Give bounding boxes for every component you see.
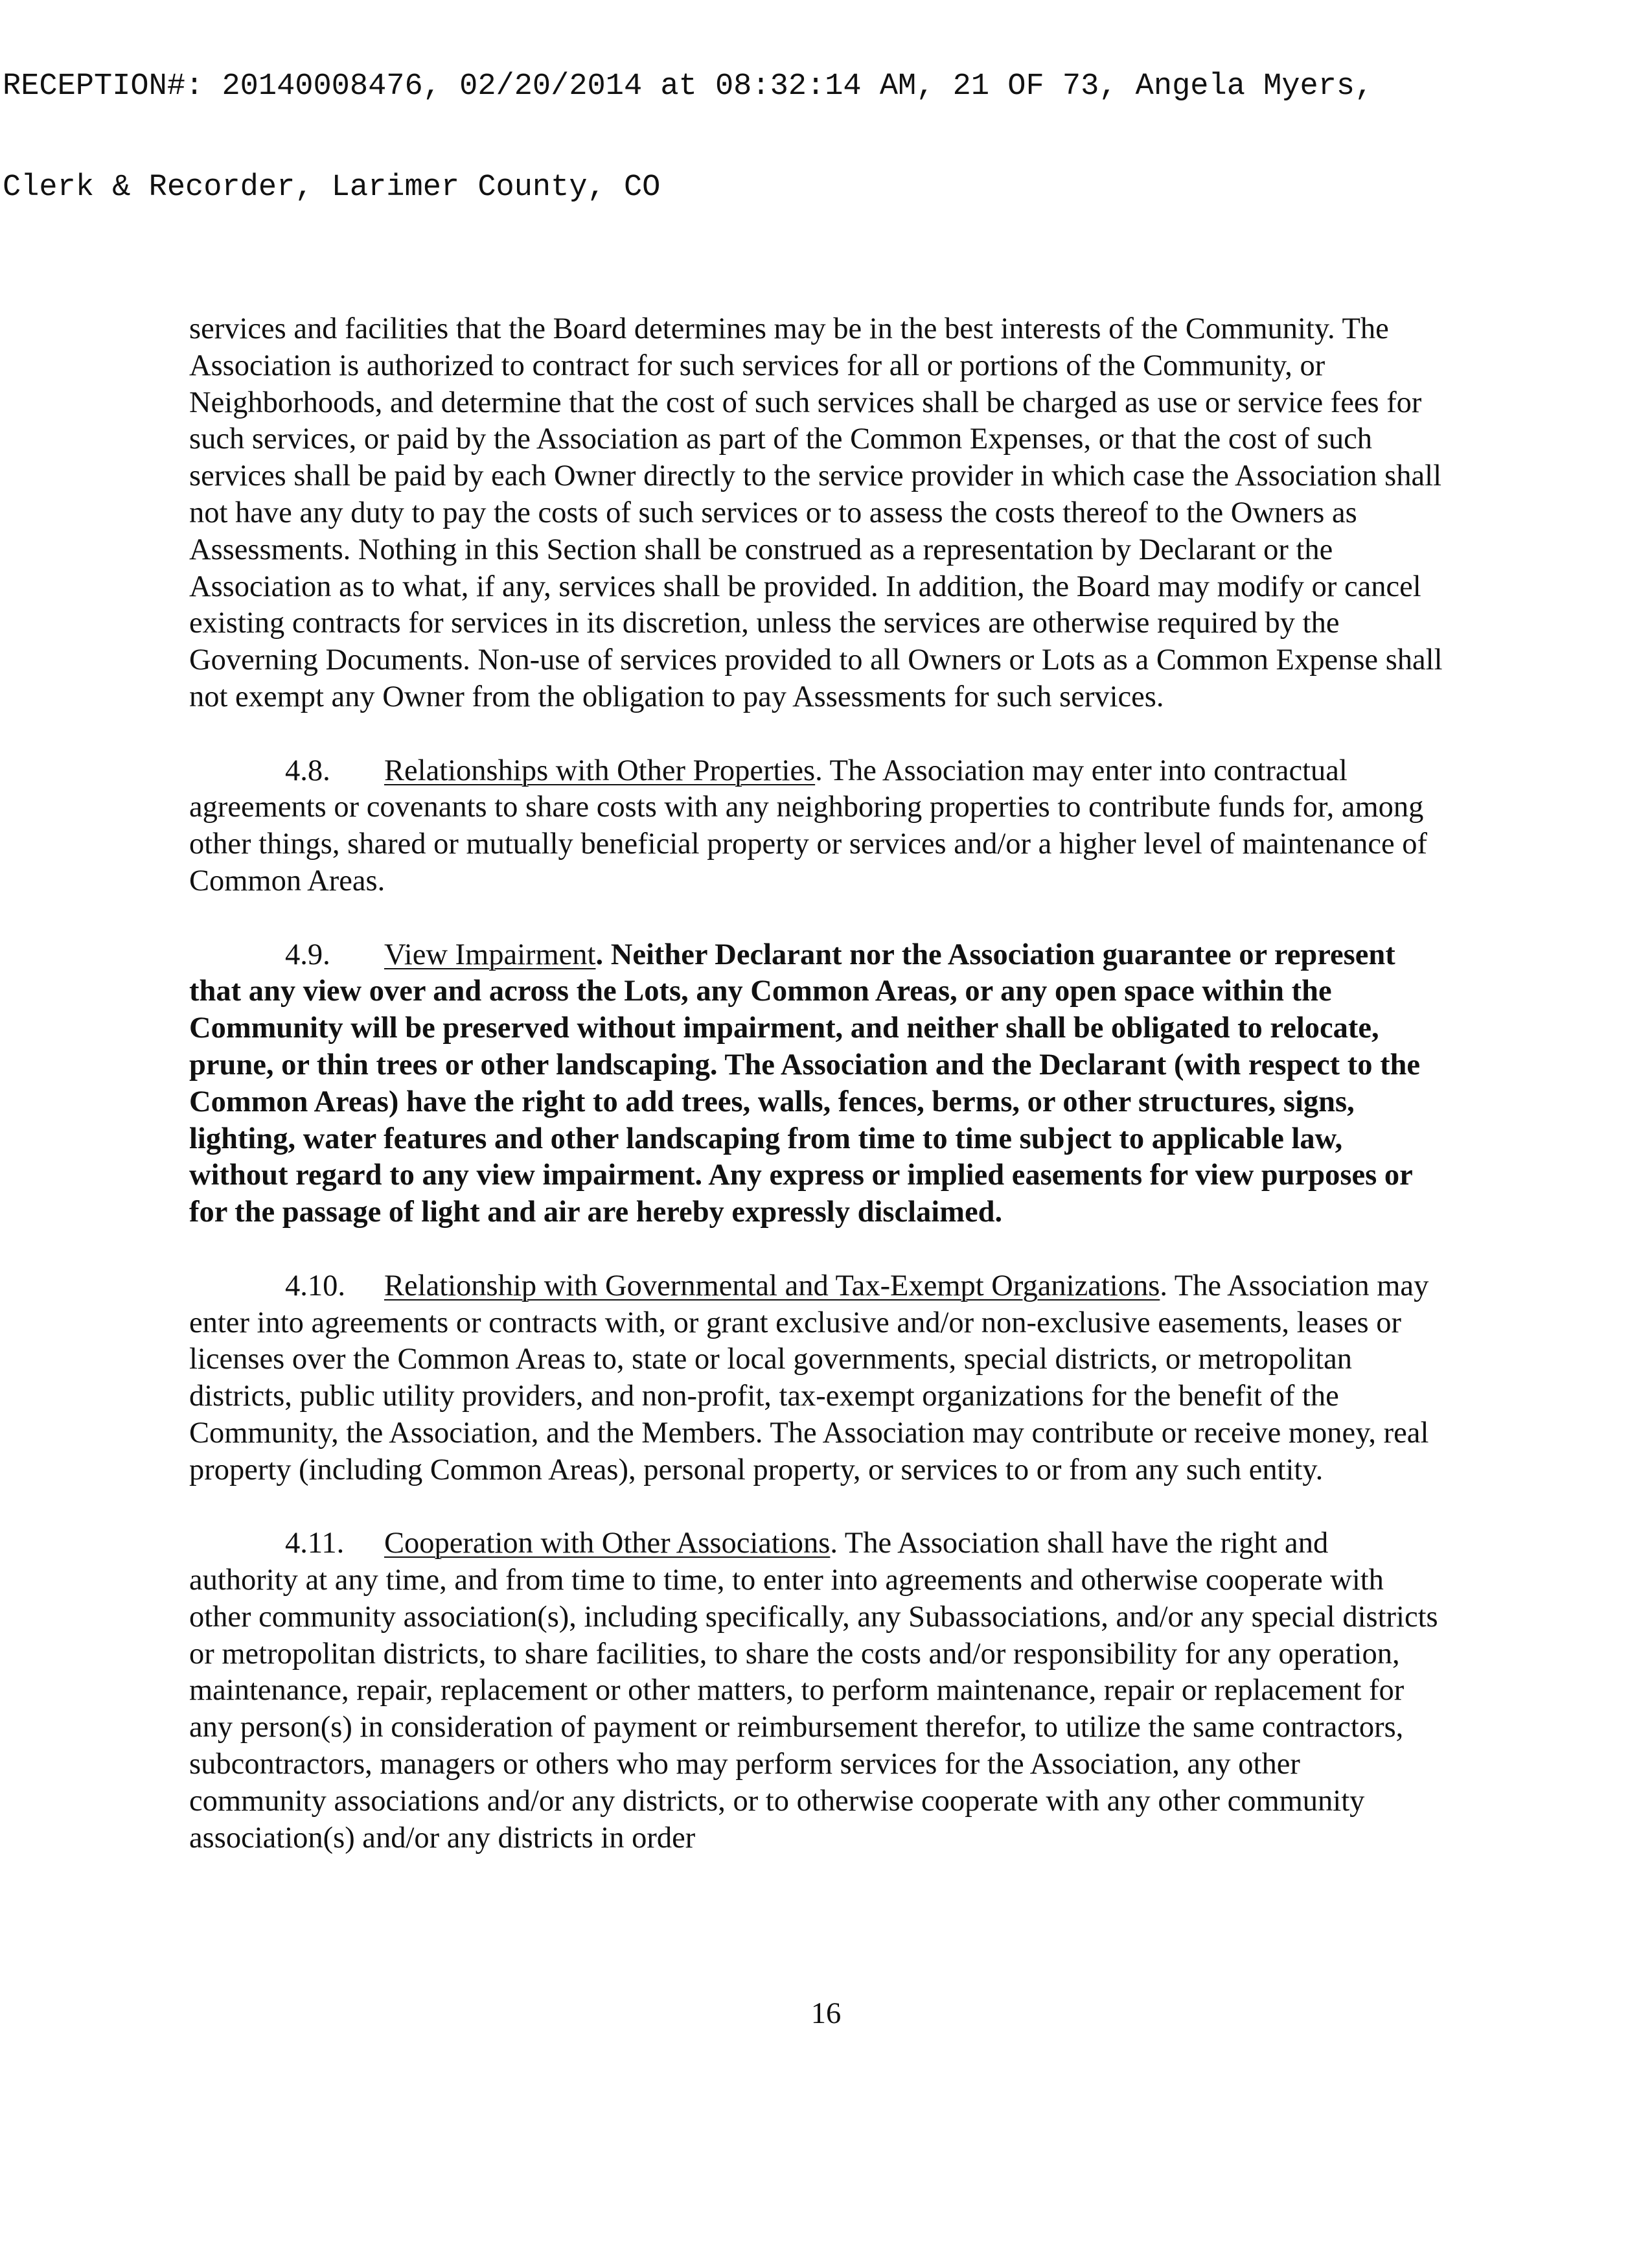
section-4-10 [189, 1268, 1443, 1489]
section-4-8 [189, 753, 1443, 900]
section-number: 4.10. [285, 1269, 345, 1302]
section-number: 4.11. [285, 1527, 345, 1560]
section-4-11 [189, 1525, 1443, 1856]
section-title: Relationship with Governmental and Tax-Exempt Organizations [384, 1269, 1160, 1302]
section-title: Cooperation with Other Associations [384, 1527, 831, 1560]
page-number: 16 [810, 1997, 842, 2030]
section-number: 4.8. [285, 754, 330, 787]
continuation-paragraph: services and facilities that the Board determines may be in the best interests of the Community. The Association is authorized to contract for such services for all or portions of the Community, or Neighborhoods, and determine that the cost of such services shall be charged as use or service fees for such services, or paid by the Association as part of the Common Expenses, or that the cost of such services shall be paid by each Owner directly to the service provider in which case the Association shall not have any duty to pay the costs of such services or to assess the costs thereof to the Owners as Assessments. Nothing in this Section shall be construed as a representation by Declarant or the Association as to what, if any, services shall be provided. In addition, the Board may modify or cancel existing contracts for services in its discretion, unless the services are otherwise required by the Governing Documents. Non-use of services provided to all Owners or Lots as a Common Expense shall not exempt any Owner from the obligation to pay Assessments for such services. [189, 312, 1443, 713]
recording-stamp [3, 3, 1635, 238]
recording-stamp-line-1: RECEPTION#: 20140008476, 02/20/2014 at 08:32:14 AM, 21 OF 73, Angela Myers, [3, 69, 1373, 104]
recording-stamp-line-2: Clerk & Recorder, Larimer County, CO [3, 170, 661, 205]
section-title: Relationships with Other Properties [384, 754, 816, 787]
section-text-bold: . Neither Declarant nor the Association guarantee or represent that any view over and across the Lots, any Common Areas, or any open space within the Community will be preserved without impairment, and neither shall be obligated to relocate, prune, or thin trees or other landscaping. The Association and the Declarant (with respect to the Common Areas) have the right to add trees, walls, fences, berms, or other structures, signs, lighting, water features and other landscaping from time to time subject to applicable law, without regard to any view impairment. Any express or implied easements for view purposes or for the passage of light and air are hereby expressly disclaimed. [189, 938, 1421, 1229]
section-text: . The Association may enter into agreements or contracts with, or grant exclusive and/or non-exclusive easements, leases or licenses over the Common Areas to, state or local governments, special districts, or metropolitan districts, public utility providers, and non-profit, tax-exempt organizations for the benefit of the Community, the Association, and the Members. The Association may contribute or receive money, real property (including Common Areas), personal property, or services to or from any such entity. [189, 1269, 1429, 1486]
section-text: . The Association may enter into contractual agreements or covenants to share costs with any neighboring properties to contribute funds for, among other things, shared or mutually beneficial property or services and/or a higher level of maintenance of Common Areas. [189, 754, 1427, 897]
section-4-9 [189, 937, 1443, 1231]
section-title: View Impairment [384, 938, 596, 971]
section-text: . The Association shall have the right and authority at any time, and from time to time, to enter into agreements and otherwise cooperate with other community association(s), including specifically, any Subassociations, and/or any special districts or metropolitan districts, to share facilities, to share the costs and/or responsibility for any operation, maintenance, repair, replacement or other matters, to perform maintenance, repair or replacement for any person(s) in consideration of payment or reimbursement therefor, to utilize the same contractors, subcontractors, managers or others who may perform services for the Association, any other community associations and/or any districts, or to otherwise cooperate with any other community association(s) and/or any districts in order [189, 1527, 1438, 1855]
document-body [189, 311, 1443, 1893]
section-number: 4.9. [285, 938, 330, 971]
